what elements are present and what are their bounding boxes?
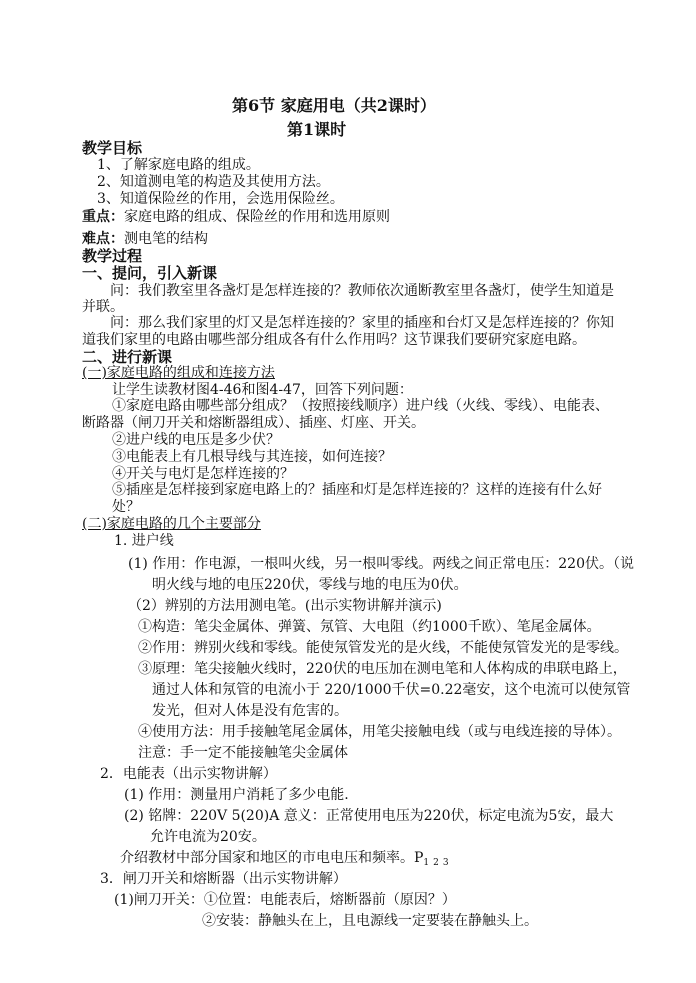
process-heading: 教学过程 (82, 247, 143, 265)
subsection-title: 3．闸刀开关和熔断器（出示实物讲解） (100, 871, 347, 887)
paragraph-line: ④开关与电灯是怎样连接的？ (112, 466, 294, 482)
objective-item: 2、知道测电笔的构造及其使用方法。 (97, 174, 330, 190)
paragraph-line: 问：我们教室里各盏灯是怎样连接的？教师依次通断教室里各盏灯，使学生知道是 (110, 283, 614, 299)
subsection-title: 1. 进户线 (114, 533, 174, 549)
paragraph-line: ①构造：笔尖金属体、弹簧、氖管、大电阻（约1000千欧）、笔尾金属体。 (138, 619, 601, 635)
paragraph-text: 介绍教材中部分国家和地区的市电电压和频率。P (120, 850, 424, 866)
subsection-title: 2．电能表（出示实物讲解） (100, 766, 277, 782)
difficulty-text: 测电笔的结构 (124, 231, 208, 247)
paragraph-line: ⑤插座是怎样接到家庭电路上的？插座和灯是怎样连接的？这样的连接有什么好 (112, 482, 602, 498)
paragraph-line: 问：那么我们家里的灯又是怎样连接的？家里的插座和台灯又是怎样连接的？你知 (110, 315, 614, 331)
paragraph-line: (2) 铭牌：220V 5(20)A 意义：正常使用电压为220伏，标定电流为5安，最大 (124, 808, 614, 824)
paragraph-line: 通过人体和氖管的电流小于 220/1000千伏=0.22毫安，这个电流可以使氖管 (152, 682, 631, 698)
difficulty-label: 难点： (82, 231, 124, 247)
part2-heading: 二、进行新课 (82, 348, 173, 366)
paragraph-line: 允许电流为20安。 (150, 829, 266, 845)
paragraph-line: 并联。 (82, 299, 124, 315)
paragraph-line: (1) 作用：作电源，一根叫火线，另一根叫零线。两线之间正常电压：220伏。（说 (128, 556, 635, 572)
key-point (82, 208, 390, 226)
paragraph-line: 处？ (112, 499, 140, 515)
objective-item: 3、知道保险丝的作用，会选用保险丝。 (97, 191, 344, 207)
page-reference: 123 (423, 858, 453, 868)
objective-item: 1、了解家庭电路的组成。 (97, 157, 260, 173)
paragraph-line: ②安装：静触头在上，且电源线一定要装在静触头上。 (202, 913, 538, 929)
part1-heading: 一、提问，引入新课 (82, 264, 218, 282)
key-point-label: 重点： (82, 209, 124, 225)
document-title: 第6节 家庭用电（共2课时） (232, 96, 436, 115)
paragraph-line: 断路器（闸刀开关和熔断器组成）、插座、灯座、开关。 (82, 415, 425, 431)
difficulty (82, 230, 208, 248)
paragraph-line: ①家庭电路由哪些部分组成？（按照接线顺序）进户线（火线、零线）、电能表、 (112, 398, 609, 414)
paragraph-line: （2）辨别的方法用测电笔。(出示实物讲解并演示) (128, 598, 442, 614)
section-title: (一)家庭电路的组成和连接方法 (82, 365, 275, 381)
paragraph-line: ③原理：笔尖接触火线时，220伏的电压加在测电笔和人体构成的串联电路上， (138, 661, 627, 677)
paragraph-line: ③电能表上有几根导线与其连接，如何连接？ (112, 449, 392, 465)
paragraph-line: 道我们家里的电路由哪些部分组成各有什么作用吗？这节课我们要研究家庭电路。 (82, 332, 586, 348)
paragraph-line: 明火线与地的电压220伏，零线与地的电压为0伏。 (152, 577, 468, 593)
paragraph-line: 注意：手一定不能接触笔尖金属体 (138, 745, 348, 761)
section-title: (二)家庭电路的几个主要部分 (82, 516, 261, 532)
paragraph-line: 让学生读教材图4-46和图4-47，回答下列问题： (112, 382, 413, 398)
paragraph-line: ④使用方法：用手接触笔尾金属体，用笔尖接触电线（或与电线连接的导体）。 (138, 724, 621, 740)
paragraph-line: ②作用：辨别火线和零线。能使氖管发光的是火线，不能使氖管发光的是零线。 (138, 640, 628, 656)
document-subtitle: 第1课时 (287, 120, 347, 139)
paragraph-line: (1)闸刀开关：①位置：电能表后，熔断器前（原因？） (114, 892, 456, 908)
paragraph-line: ②进户线的电压是多少伏？ (112, 432, 280, 448)
paragraph-line (120, 849, 453, 872)
paragraph-line: (1) 作用：测量用户消耗了多少电能. (124, 787, 349, 803)
objectives-heading: 教学目标 (82, 139, 143, 157)
key-point-text: 家庭电路的组成、保险丝的作用和选用原则 (124, 209, 390, 225)
paragraph-line: 发光，但对人体是没有危害的。 (152, 703, 348, 719)
